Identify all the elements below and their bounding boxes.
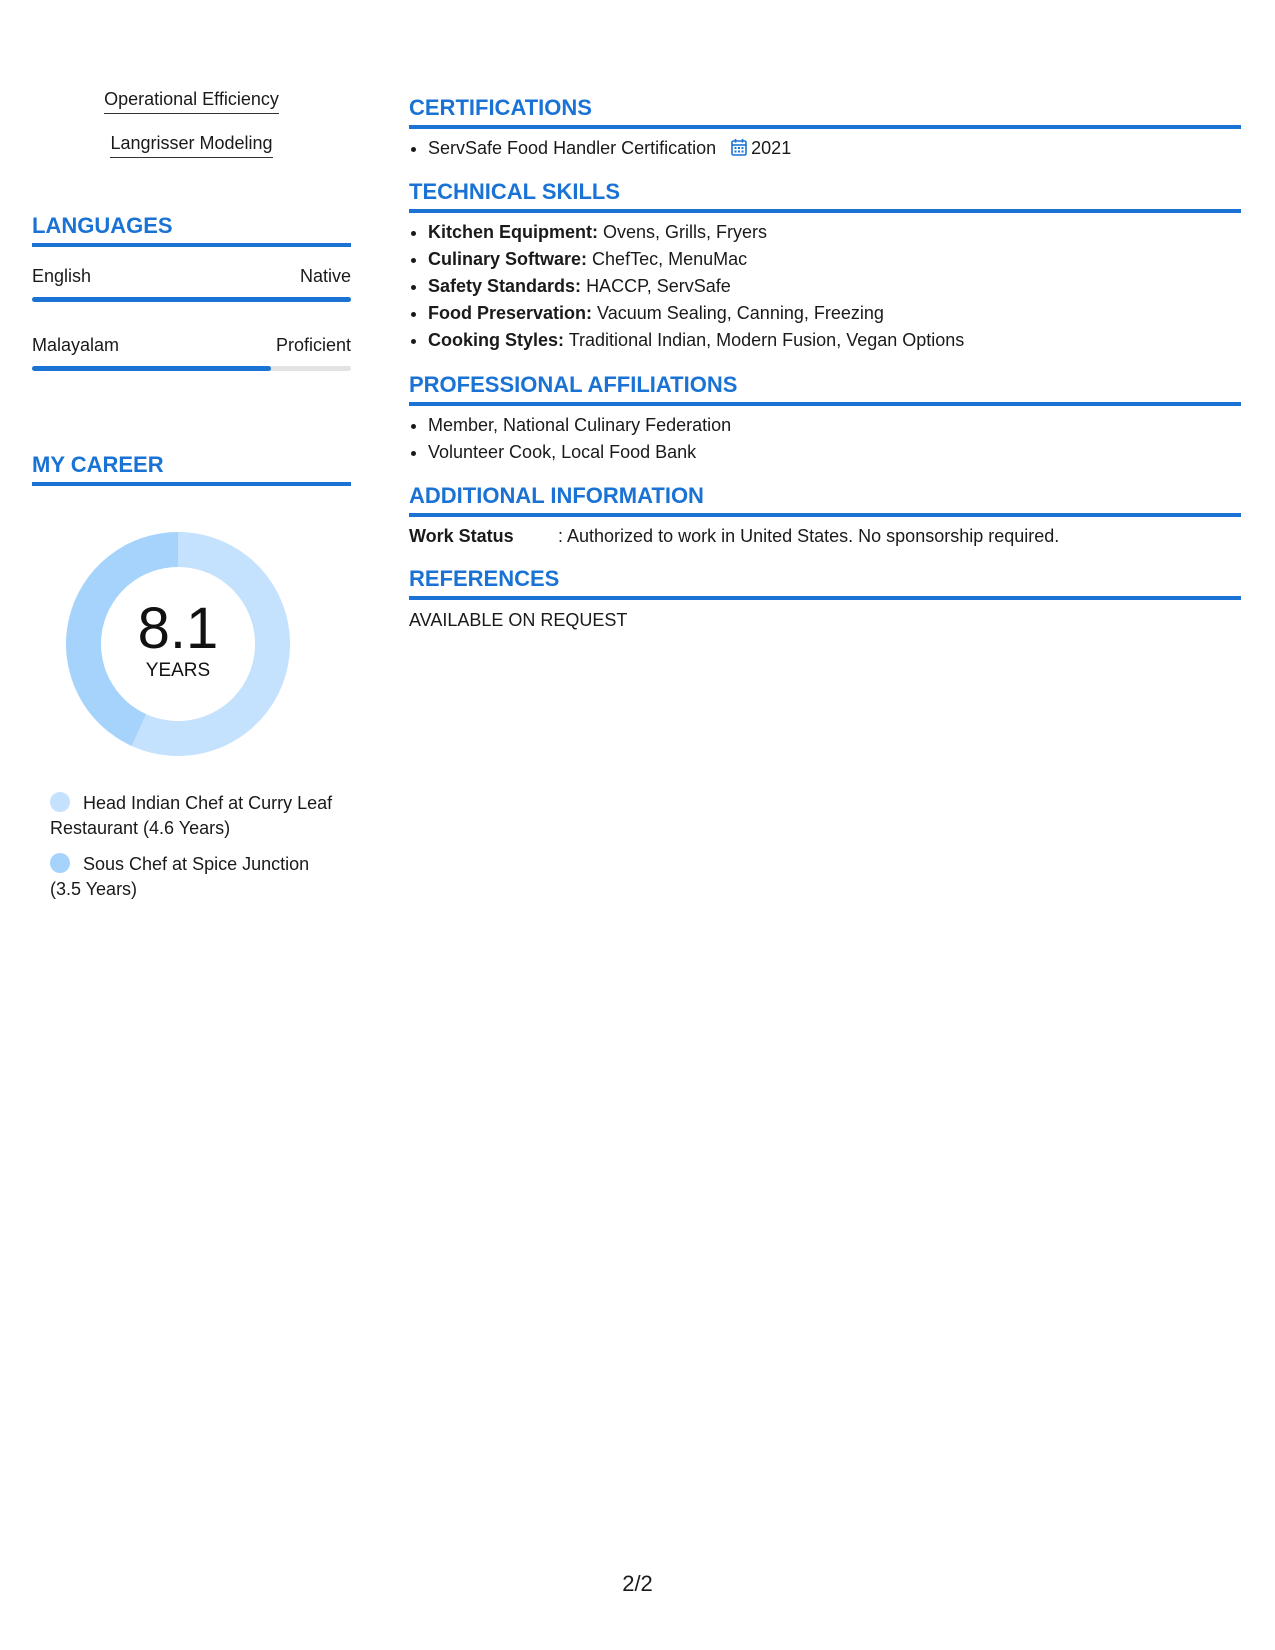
affiliation-item: • Volunteer Cook, Local Food Bank bbox=[428, 439, 731, 466]
technical-skill-item bbox=[428, 273, 964, 300]
page-number: 2/2 bbox=[622, 1571, 653, 1596]
skill-tag: Langrisser Modeling bbox=[32, 131, 351, 158]
skill-values: Ovens, Grills, Fryers bbox=[603, 222, 768, 242]
language-proficiency-bar bbox=[32, 297, 351, 302]
technical-skill-item bbox=[428, 219, 964, 246]
skill-category: Safety Standards: bbox=[428, 276, 582, 296]
affiliations-heading: PROFESSIONAL AFFILIATIONS bbox=[409, 371, 1241, 406]
skill-category: Culinary Software: bbox=[428, 249, 588, 269]
work-status-value: : Authorized to work in United States. No sponsorship required. bbox=[558, 526, 1060, 546]
legend-dot bbox=[50, 792, 70, 812]
skill-values: ChefTec, MenuMac bbox=[592, 249, 748, 269]
language-proficiency-bar bbox=[32, 366, 351, 371]
language-proficiency-fill bbox=[32, 366, 271, 371]
technical-skill-item bbox=[428, 327, 964, 354]
career-donut-chart bbox=[66, 532, 290, 756]
references-text: AVAILABLE ON REQUEST bbox=[409, 610, 628, 630]
languages-heading: LANGUAGES bbox=[32, 212, 351, 247]
certifications-list bbox=[409, 135, 791, 164]
technical-skill-item bbox=[428, 300, 964, 327]
work-status-label: Work Status bbox=[409, 526, 514, 546]
skill-category: Food Preservation: bbox=[428, 303, 593, 323]
references-heading: REFERENCES bbox=[409, 565, 1241, 600]
language-name: Malayalam bbox=[32, 335, 120, 355]
additional-info-heading: ADDITIONAL INFORMATION bbox=[409, 482, 1241, 517]
affiliations-list bbox=[409, 412, 731, 466]
skill-values: HACCP, ServSafe bbox=[586, 276, 731, 296]
career-total-unit: YEARS bbox=[145, 660, 211, 681]
skill-tag: Operational Efficiency bbox=[32, 87, 351, 114]
certification-year: 2021 bbox=[751, 138, 792, 158]
certification-name: ServSafe Food Handler Certification bbox=[428, 138, 717, 158]
skill-values: Vacuum Sealing, Canning, Freezing bbox=[597, 303, 884, 323]
career-heading: MY CAREER bbox=[32, 451, 351, 486]
calendar-icon bbox=[731, 137, 747, 164]
career-total-value: 8.1 bbox=[137, 596, 219, 661]
career-legend-label: Sous Chef at Spice Junction (3.5 Years) bbox=[50, 854, 310, 899]
language-name: English bbox=[32, 266, 92, 286]
skill-values: Traditional Indian, Modern Fusion, Vegan Options bbox=[568, 330, 965, 350]
language-level: Proficient bbox=[275, 335, 351, 355]
skill-category: Kitchen Equipment: bbox=[428, 222, 598, 242]
technical-skills-heading: TECHNICAL SKILLS bbox=[409, 178, 1241, 213]
legend-dot bbox=[50, 853, 70, 873]
language-level: Native bbox=[299, 266, 351, 286]
career-total bbox=[66, 532, 290, 756]
career-legend-item bbox=[50, 791, 340, 841]
career-legend-label: Head Indian Chef at Curry Leaf Restaurant (4.6 Years) bbox=[50, 793, 333, 838]
skill-category: Cooking Styles: bbox=[428, 330, 565, 350]
language-proficiency-fill bbox=[32, 297, 351, 302]
technical-skills-list bbox=[409, 219, 964, 354]
certification-item bbox=[428, 135, 791, 164]
technical-skill-item bbox=[428, 246, 964, 273]
career-legend-item bbox=[50, 852, 340, 902]
certifications-heading: CERTIFICATIONS bbox=[409, 94, 1241, 129]
affiliation-item: • Member, National Culinary Federation bbox=[428, 412, 731, 439]
